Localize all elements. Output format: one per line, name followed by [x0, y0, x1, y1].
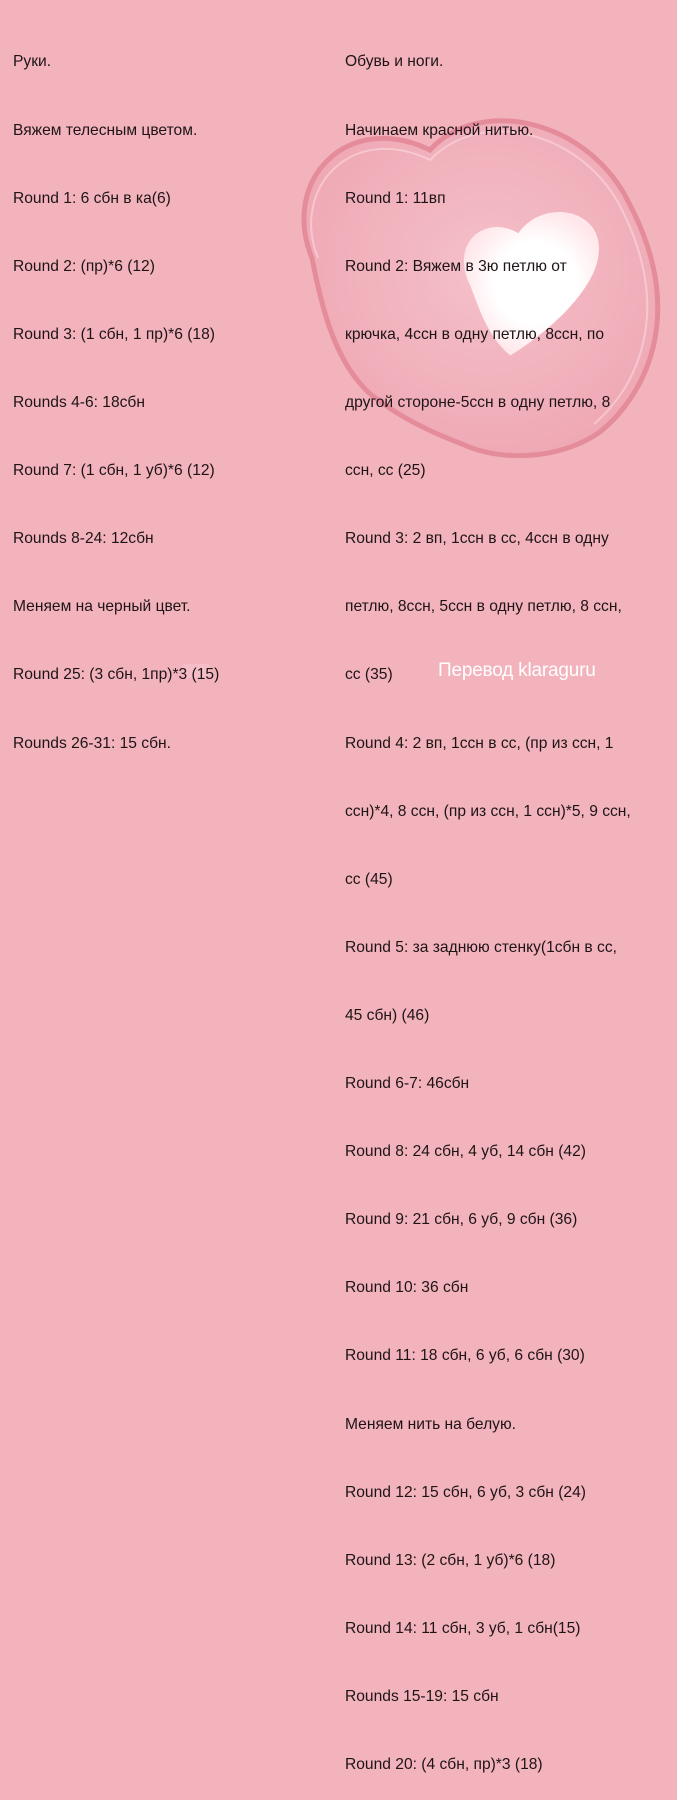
- text-line: Руки.: [13, 53, 52, 71]
- text-line: Round 8: 24 сбн, 4 уб, 14 сбн (42): [345, 1143, 586, 1161]
- text-line: Round 20: (4 сбн, пр)*3 (18): [345, 1756, 543, 1774]
- text-line: крючка, 4ссн в одну петлю, 8ссн, по: [345, 325, 604, 343]
- text-line: Round 13: (2 сбн, 1 уб)*6 (18): [345, 1551, 556, 1569]
- text-line: другой стороне-5ссн в одну петлю, 8: [345, 393, 611, 411]
- text-line: Round 1: 11вп: [345, 189, 446, 207]
- text-line: Round 14: 11 сбн, 3 уб, 1 сбн(15): [345, 1619, 581, 1637]
- text-line: Rounds 15-19: 15 сбн: [345, 1688, 499, 1706]
- text-line: Round 25: (3 сбн, 1пр)*3 (15): [13, 666, 220, 684]
- text-line: Round 12: 15 сбн, 6 уб, 3 сбн (24): [345, 1483, 586, 1501]
- left-column-instructions: [13, 6, 219, 778]
- text-line: Rounds 8-24: 12сбн: [13, 530, 154, 548]
- text-line: Меняем нить на белую.: [345, 1415, 516, 1433]
- text-line: Round 5: за заднюю стенку(1сбн в сс,: [345, 938, 617, 956]
- text-line: Обувь и ноги.: [345, 53, 444, 71]
- text-line: Начинаем красной нитью.: [345, 121, 534, 139]
- text-line: Rounds 4-6: 18сбн: [13, 393, 145, 411]
- text-line: ссн, сс (25): [345, 462, 426, 480]
- text-line: сс (45): [345, 870, 393, 888]
- text-line: Round 2: Вяжем в 3ю петлю от: [345, 257, 567, 275]
- text-line: Round 6-7: 46сбн: [345, 1075, 470, 1093]
- text-line: Rounds 26-31: 15 сбн.: [13, 734, 171, 752]
- text-line: Round 4: 2 вп, 1ссн в сс, (пр из ссн, 1: [345, 734, 614, 752]
- text-line: Round 9: 21 сбн, 6 уб, 9 сбн (36): [345, 1211, 578, 1229]
- text-line: Round 2: (пр)*6 (12): [13, 257, 155, 275]
- text-line: Round 3: (1 сбн, 1 пр)*6 (18): [13, 325, 215, 343]
- text-line: ссн)*4, 8 ссн, (пр из ссн, 1 ссн)*5, 9 ссн,: [345, 802, 631, 820]
- text-line: Round 1: 6 сбн в ка(6): [13, 189, 171, 207]
- text-line: Round 10: 36 сбн: [345, 1279, 469, 1297]
- translation-credit: Перевод klaraguru: [438, 660, 596, 681]
- text-line: Вяжем телесным цветом.: [13, 121, 198, 139]
- text-line: Round 11: 18 сбн, 6 уб, 6 сбн (30): [345, 1347, 585, 1365]
- text-line: сс (35): [345, 666, 393, 684]
- text-line: Round 3: 2 вп, 1ссн в сс, 4ссн в одну: [345, 530, 609, 548]
- text-line: Меняем на черный цвет.: [13, 598, 191, 616]
- text-line: 45 сбн) (46): [345, 1006, 430, 1024]
- text-line: петлю, 8ссн, 5ссн в одну петлю, 8 ссн,: [345, 598, 622, 616]
- right-column-instructions: [345, 6, 631, 1800]
- text-line: Round 7: (1 сбн, 1 уб)*6 (12): [13, 462, 215, 480]
